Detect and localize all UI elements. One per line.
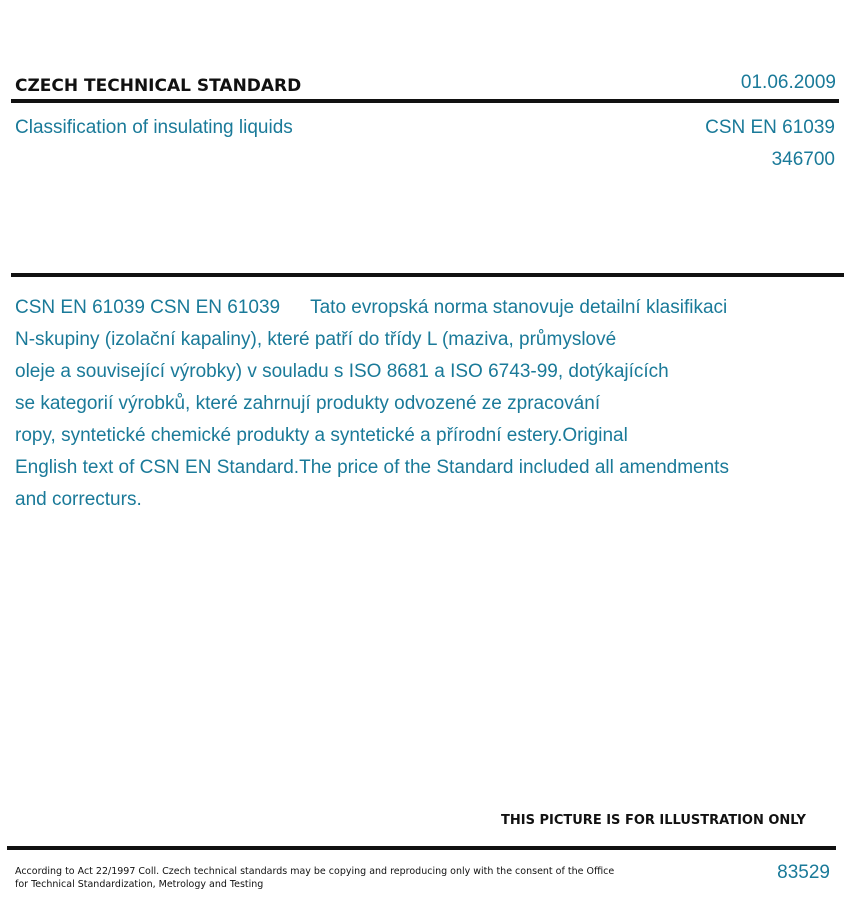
section-divider — [11, 273, 844, 277]
abstract-line-7: and correcturs. — [15, 489, 142, 510]
abstract-text — [15, 292, 835, 516]
abstract-line-5: ropy, syntetické chemické produkty a syntetické a přírodní estery.Original — [15, 425, 628, 446]
legal-notice — [15, 865, 615, 891]
abstract-line-6: English text of CSN EN Standard.The price of the Standard included all amendments — [15, 457, 729, 478]
legal-notice-line-2: for Technical Standardization, Metrology and Testing — [15, 879, 264, 890]
document-type-heading: CZECH TECHNICAL STANDARD — [15, 76, 302, 96]
illustration-note: THIS PICTURE IS FOR ILLUSTRATION ONLY — [501, 813, 806, 828]
abstract-line-3: oleje a související výrobky) v souladu s ISO 8681 a ISO 6743-99, dotýkajících — [15, 361, 669, 382]
publication-date: 01.06.2009 — [740, 72, 836, 93]
abstract-line-4: se kategorií výrobků, které zahrnují produkty odvozené ze zpracování — [15, 393, 601, 414]
header-divider — [11, 99, 839, 103]
abstract-first-sentence: Tato evropská norma stanovuje detailní klasifikaci — [310, 297, 728, 318]
abstract-line-1 — [15, 292, 835, 324]
standard-title: Classification of insulating liquids — [15, 117, 293, 138]
abstract-lead: CSN EN 61039 CSN EN 61039 — [15, 297, 281, 318]
catalog-number: 346700 — [771, 149, 835, 170]
page-number: 83529 — [777, 862, 830, 883]
abstract-line-2: N-skupiny (izolační kapaliny), které patří do třídy L (maziva, průmyslové — [15, 329, 617, 350]
standard-code: CSN EN 61039 — [705, 117, 835, 138]
legal-notice-line-1: According to Act 22/1997 Coll. Czech technical standards may be copying and reproducing only with the consent of the Office — [15, 866, 615, 877]
footer-divider — [7, 846, 836, 850]
